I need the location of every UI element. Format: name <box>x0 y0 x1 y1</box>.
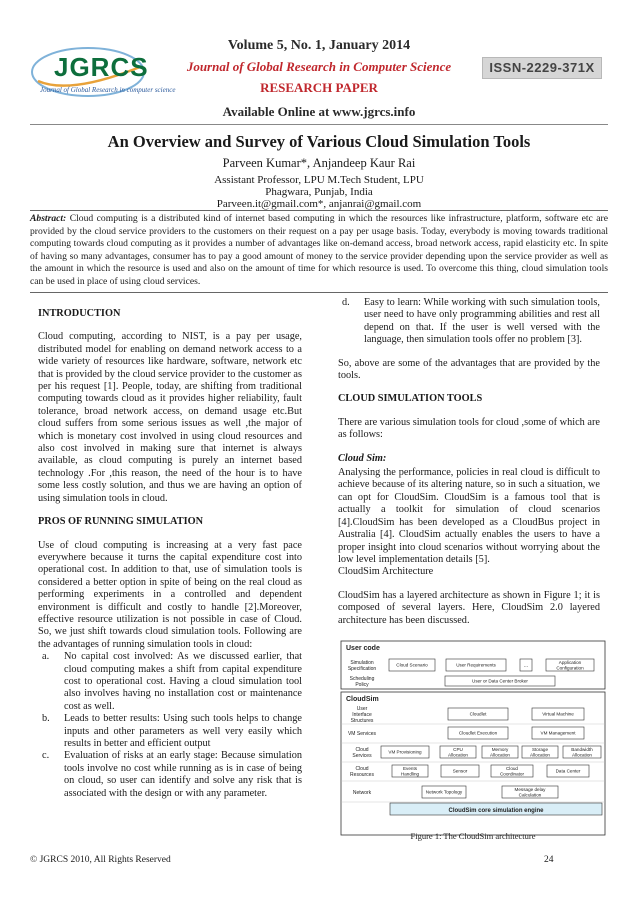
figure-row-label: Cloud <box>355 765 369 772</box>
figure-box-label: Handling <box>400 771 420 777</box>
issn-badge: ISSN-2229-371X <box>482 57 602 79</box>
summary-paragraph: So, above are some of the advantages that are provided by the tools. <box>338 357 600 382</box>
figure-row-label: Specification <box>347 665 377 672</box>
figure-caption: Figure 1: The CloudSim architecture <box>410 831 536 841</box>
left-column <box>38 308 302 800</box>
figure-box-label: VM Management <box>540 730 576 736</box>
available-online: Available Online at www.jgrcs.info <box>222 104 416 119</box>
pros-paragraph: Use of cloud computing is increasing at a very fast pace everywhere because it turns the capital expenditure cost into operational cost. In addition to that, use of simulation tools is considered a better option in spite of being on the real cloud as performing experiments in a controlled and dependent environment is difficult and costly to handle [2].Moreover, effective resource utilization is not possible in case of Cloud. So, we just shift towards cloud simulation tools. Following are the advantages of running simulation tools in cloud: <box>38 539 302 650</box>
paper-type: RESEARCH PAPER <box>260 80 378 95</box>
figure-box-label: Virtual Machine <box>542 711 574 717</box>
list-item <box>38 713 302 750</box>
figure-box-label: User or Data Center Broker <box>472 678 528 684</box>
figure-box-label: Allocation <box>490 752 510 758</box>
figure-row-label: Network <box>352 789 372 796</box>
figure-row-label: Services <box>352 752 372 759</box>
paper-title: An Overview and Survey of Various Cloud Simulation Tools <box>107 132 531 151</box>
pros-heading: PROS OF RUNNING SIMULATION <box>38 516 204 528</box>
figure-box-label: Allocation <box>530 752 550 758</box>
tools-paragraph: There are various simulation tools for cloud ,some of which are as follows: <box>338 416 600 441</box>
cloudsim-heading: Cloud Sim: <box>338 452 387 464</box>
intro-heading: INTRODUCTION <box>38 308 121 319</box>
list-label: d. <box>342 297 350 308</box>
figure-row-label: Scheduling <box>349 675 375 682</box>
figure-row-label: Structures <box>350 717 374 724</box>
list-item <box>338 297 600 347</box>
figure-box-label: Message delay <box>514 786 546 792</box>
list-label: b. <box>42 713 50 725</box>
list-label: a. <box>42 651 50 663</box>
figure-row-label: Resources <box>350 771 374 778</box>
architecture-paragraph: CloudSim has a layered architecture as shown in Figure 1; it is composed of several layers. Here, CloudSim 2.0 layered architecture has been discussed. <box>338 589 600 626</box>
abstract-text: Cloud computing is a distributed kind of internet based computing in which the resources like infrastructure, platform, software etc are provided by the cloud service providers to the customers on their request on a pay per usage basis. Today, everybody is moving towards traditional computing towards cloud computing as it provides a number of advantages like on-demand access, broad network access, rapid elasticity etc. In spite of having so many advantages, consumer has to pay a good amount of money to the service provider depending upon the service provider as well as the amount in which the resource is used and also on the amount of time for which resource is used. To overcome this thing, cloud simulation tools can be used in place of using cloud services. <box>30 213 608 287</box>
cloudsim-label: CloudSim <box>346 696 379 703</box>
figure-box-label: Allocation <box>572 752 592 758</box>
figure-box-label: Cloudlet <box>469 711 487 717</box>
figure-box-label: Memory <box>491 746 509 752</box>
list-item <box>38 750 302 800</box>
emails: Parveen.it@gmail.com*, anjanrai@gmail.com <box>216 198 422 210</box>
figure-box-label: CPU <box>453 746 463 752</box>
figure-box-label: Storage <box>531 746 549 752</box>
figure-box-label: Cloud Scenario <box>396 662 428 668</box>
volume-line: Volume 5, No. 1, January 2014 <box>227 38 411 53</box>
list-text: Evaluation of risks at an early stage: Because simulation tools involve no cost while running as is in case of being on cloud, so user can identify and solve any risk that is associated with the design or with any parameter. <box>64 750 302 799</box>
figure-box-label: Events <box>402 765 418 771</box>
list-text: Leads to better results: Using such tools helps to change inputs and other parameters as well very easily which results in better and efficient output <box>64 713 302 749</box>
list-text: Easy to learn: While working with such simulation tools, user need to have only programming abilities and rest all depend on that. If the user is well versed with the language, then simulation tools offer no problem [3]. <box>364 297 600 346</box>
logo-subtitle: Journal of Global Research in computer science <box>40 86 176 94</box>
right-column <box>338 297 600 638</box>
journal-name: Journal of Global Research in Computer Science <box>186 59 452 74</box>
list-text: No capital cost involved: As we discussed earlier, that cloud computing makes a shift from capital expenditure cost to operational cost. Having a cloud simulation tool also involves having no installation cost or maintenance cost as well. <box>64 651 302 712</box>
figure-box-label: VM Provisioning <box>388 749 422 755</box>
authors: Parveen Kumar*, Anjandeep Kaur Rai <box>222 156 416 170</box>
figure-box-label: Cloud <box>505 765 519 771</box>
figure-box-label: Data Center <box>555 768 581 774</box>
figure-box-label: Configuration <box>556 665 584 671</box>
intro-paragraph: Cloud computing, according to NIST, is a pay per usage, distributed model for enabling on demand network access to a wide variety of resources like hardware, software, network etc that is provided by the cloud service provider to the customer as per his request [1]. People, today, are shifting from traditional computing towards cloud as it provides higher reliability, fault tolerance, broad network access, on demand usage etc.But cloud suffers from some serious issues as well ,the major of which is monetary cost involved in using cloud resources and also cost involved in making sure that internet is always available, as cloud computing is purely an internet based technology .For ,this reason, the need of the hour is to have some less costly solution, and thus we are having an option of using simulation tools in cloud. <box>38 331 302 504</box>
figure-box-label: Sensor <box>452 768 468 774</box>
page-number: 24 <box>544 855 554 865</box>
logo-text: JGRCS <box>54 52 149 82</box>
footer-copyright: © JGRCS 2010, All Rights Reserved <box>30 855 171 865</box>
figure-box-label: Coordinator <box>499 771 525 777</box>
user-code-label: User code <box>346 645 380 652</box>
figure-box-label: Network Topology <box>425 789 463 795</box>
figure-box-label: Application <box>558 659 582 665</box>
figure-box-label: Allocation <box>448 752 468 758</box>
list-label: c. <box>42 750 50 762</box>
figure-row-label: Interface <box>352 711 372 718</box>
abstract-label: Abstract: <box>30 213 67 224</box>
engine-label: CloudSim core simulation engine <box>448 808 544 814</box>
figure-row-label: VM Services <box>347 730 377 737</box>
figure-box-label: User Requirements <box>456 662 496 668</box>
list-item <box>38 651 302 713</box>
figure-row-label: User <box>356 705 368 712</box>
cloudsim-paragraph: Analysing the performance, policies in real cloud is difficult to achieve because of its altering nature, so in such a situation, we can opt for CloudSim. CloudSim is a famous tool that is actually a toolkit for simulation of cloud scenarios [4].CloudSim has been developed as a CloudBus project in Australia [4]. CloudSim actually enables the users to have a proper insight into cloud scenarios without worrying about the low level implementation details [5]. <box>338 467 600 565</box>
header-divider <box>30 124 608 125</box>
abstract <box>30 210 608 293</box>
figure-box-label: Calculation <box>518 792 542 798</box>
figure-row-label: Simulation <box>350 659 374 666</box>
figure-box-label: Bandwidth <box>571 746 593 752</box>
location: Phagwara, Punjab, India <box>265 186 373 198</box>
figure-ellipsis: ... <box>523 663 529 669</box>
cloudsim-architecture-figure <box>340 640 606 840</box>
figure-row-label: Cloud <box>355 746 369 753</box>
figure-row-label: Policy <box>355 681 369 688</box>
tools-heading: CLOUD SIMULATION TOOLS <box>338 393 483 405</box>
architecture-line: CloudSim Architecture <box>338 566 434 578</box>
affiliation: Assistant Professor, LPU M.Tech Student, LPU <box>214 174 424 186</box>
figure-box-label: Cloudlet Execution <box>458 730 498 736</box>
